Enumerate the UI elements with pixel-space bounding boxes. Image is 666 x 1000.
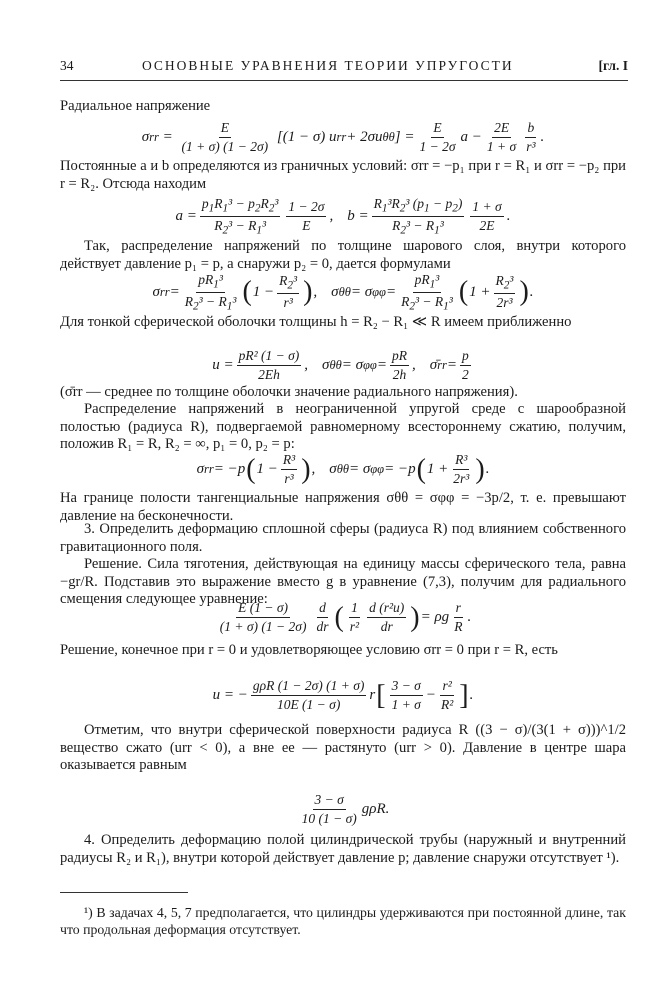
equation-cavity: σ rr = −p ( 1 − $\frac{\text{R³}}{\text{r³}}$ ) , σ θθ = σ φφ = −p ( 1 + $\frac{\text{R³}}{\text{2r³}}$ ) . — [196, 452, 490, 486]
footnote-rule — [60, 892, 188, 893]
paragraph-thin-shell: Для тонкой сферической оболочки толщины h = R₂ − R₁ ≪ R имеем приближенно — [60, 314, 572, 330]
problem-4-statement: 4. Определить деформацию полой цилиндрической трубы (наружный и внутренний радиусы R₂ и R₁), внутри которой действует давление p; давление снаружи отсутствует ¹). — [60, 832, 626, 866]
paragraph-spherical-layer: Так, распределение напряжений по толщине шарового слоя, внутри которого действует давление p₁ = p, а снаружи p₂ = 0, дается формулами — [60, 238, 626, 272]
page-number: 34 — [60, 58, 74, 73]
equation-constants: a = $\frac{p_1R_1^3 - p_2R_2^3}{R_2^3 - R_1^3}$ $\frac{1 - 2\sigma}{E}$ , b = $\frac{R_1^3R_2^3 (p_1 - p_2)}{R_2^3 - R_1^3}$ $\frac{1 + \sigma}{2E}$ . — [175, 196, 511, 237]
problem-3-solution: Решение. Сила тяготения, действующая на единицу массы сферического тела, равна −gr/R. Подставив это выражение вместо g в уравнение (7,3), получим для радиального смещения следующее уравнение: — [60, 556, 626, 607]
equation-center-pressure: $\frac{3 - \sigma}{10 (1 - \sigma)}$ gρR. — [301, 792, 390, 826]
header-rule — [60, 80, 628, 81]
problem-3-statement: 3. Определить деформацию сплошной сферы (радиуса R) под влиянием собственного гравитационного поля. — [60, 521, 626, 555]
paragraph-compression: Отметим, что внутри сферической поверхности радиуса R ((3 − σ)/(3(1 + σ)))^1/2 вещество сжато (urr < 0), а вне ее — растянуто (urr > 0). Давление в центре шара оказывается равным — [60, 722, 626, 773]
footnote: ¹) В задачах 4, 5, 7 предполагается, что цилиндры удерживаются при постоянной длине, так что продольная деформация отсутствует. — [60, 905, 626, 937]
equation-gravity: $\frac{E (1 - \sigma)}{(1 + \sigma) (1 - 2\sigma)}$ $\frac{d}{dr}$ ( $\frac{1}{\text{r²}}$ $\frac{\text{d (r²u)}}{dr}$ ) = ρg $\frac{r}{R}$ . — [219, 600, 472, 634]
paragraph-cavity: Распределение напряжений в неограниченной упругой среде с шарообразной полостью (радиуса R), подвергаемой равномерному всестороннему сжатию, получим, положив R₁ = R, R₂ = ∞, p₁ = 0, p₂ = p: — [60, 401, 626, 452]
paragraph-mean-stress: (σ̄rr — среднее по толщине оболочки значение радиального напряжения). — [60, 384, 518, 400]
equation-radial-stress: σ rr = $\frac{E}{(1 + \sigma) (1 - 2\sigma)}$ [(1 − σ) u rr + 2σu θθ ] = $\frac{E}{1 - 2\sigma}$ a − $\frac{2E}{1 + \sigma}$ $\frac{b}{\text{r³}}$ . — [141, 120, 545, 154]
running-title: ОСНОВНЫЕ УРАВНЕНИЯ ТЕОРИИ УПРУГОСТИ — [142, 58, 514, 73]
chapter-ref: [гл. I — [598, 58, 628, 73]
equation-thin-shell: u = $\frac{\text{pR² (1 − σ)}}{2Eh}$ , σ θθ = σ φφ = $\frac{pR}{2h}$ , σ̄ rr = $\frac{p}{2}$ — [212, 348, 469, 382]
paragraph-cavity-boundary: На границе полости тангенциальные напряжения σθθ = σφφ = −3p/2, т. е. превышают давление на бесконечности. — [60, 490, 626, 524]
paragraph-constants: Постоянные a и b определяются из граничных условий: σrr = −p₁ при r = R₁ и σrr = −p₂ при r = R₂. Отсюда находим — [60, 158, 626, 192]
equation-displacement: u = − $\frac{\text{gρR (1 − 2σ) (1 + σ)}}{10E (1 - \sigma)}$ r [ $\frac{3 - \sigma}{1 + \sigma}$ − $\frac{\text{r²}}{\text{R²}}$ ] . — [212, 678, 474, 712]
paragraph-solution-condition: Решение, конечное при r = 0 и удовлетворяющее условию σrr = 0 при r = R, есть — [60, 642, 558, 658]
paragraph-radial-stress: Радиальное напряжение — [60, 98, 211, 114]
equation-spherical-layer: σ rr = $\frac{pR_1^3}{R_2^3 - R_1^3}$ ( 1 − $\frac{R_2^3}{\text{r³}}$ ) , σ θθ = σ φφ = $\frac{pR_1^3}{R_2^3 - R_1^3}$ ( 1 + $\frac{R_2^3}{\text{2r³}}$ ) . — [152, 272, 534, 313]
running-header — [60, 58, 628, 78]
